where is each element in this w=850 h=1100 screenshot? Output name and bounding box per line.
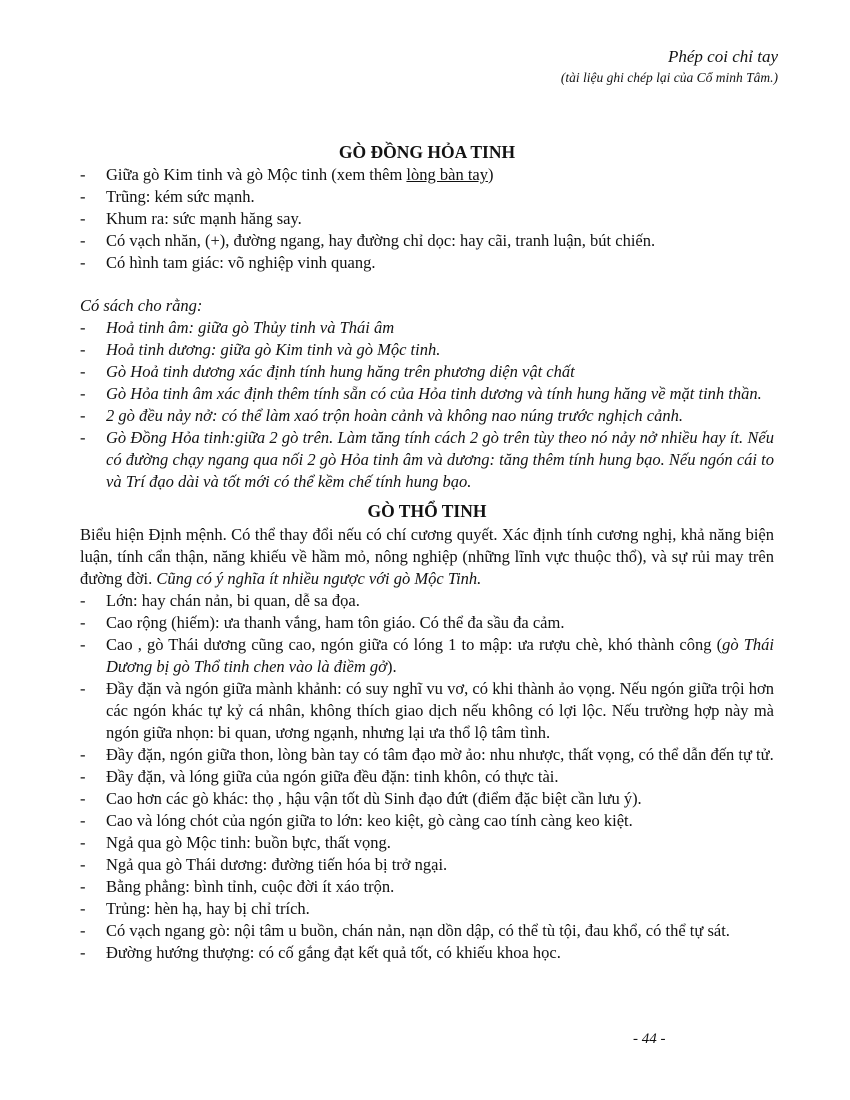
list-item-text: Ngả qua gò Thái dương: đường tiến hóa bị trở ngại. [106, 855, 448, 874]
bullet-dash: - [80, 877, 86, 896]
list-item-text: Giữa gò Kim tinh và gò Mộc tinh (xem thêm lòng bàn tay) [106, 165, 494, 184]
bullet-dash: - [80, 165, 86, 184]
list-item [80, 590, 774, 612]
list-item-text: Đầy đặn, và lóng giữa của ngón giữa đều đặn: tinh khôn, có thực tài. [106, 767, 559, 786]
bullet-dash: - [80, 899, 86, 918]
list-item [80, 898, 774, 920]
list-item-text: Cao rộng (hiếm): ưa thanh vắng, ham tôn giáo. Có thể đa sầu đa cảm. [106, 613, 565, 632]
list-item [80, 788, 774, 810]
list-item [80, 164, 774, 186]
bullet-dash: - [80, 591, 86, 610]
bullet-dash: - [80, 340, 86, 359]
document-body [80, 140, 774, 964]
books-intro: Có sách cho rằng: [80, 296, 203, 315]
books-section [80, 295, 774, 493]
bullet-dash: - [80, 921, 86, 940]
list-item-text: Đầy đặn và ngón giữa mành khảnh: có suy nghĩ vu vơ, có khi thành ảo vọng. Nếu ngón giữa trội hơn các ngón khác tự kỷ cá nhân, không thích giao dịch nếu không có lợi lộc. Nếu trường hợp này mà ngón giữa nhọn: bi quan, ương ngạnh, nhưng lại ưa thổ lộ tâm tình. [106, 679, 774, 742]
page-number: - 44 - [633, 1031, 666, 1047]
list-item-text: 2 gò đều nảy nở: có thể làm xaó trộn hoàn cảnh và không nao núng trước nghịch cảnh. [106, 406, 683, 425]
bullet-dash: - [80, 767, 86, 786]
list-item-text: Đầy đặn, ngón giữa thon, lòng bàn tay có tâm đạo mờ ảo: nhu nhược, thất vọng, có thể dẫn đến tự tử. [106, 745, 774, 764]
list-item-text: Cao hơn các gò khác: thọ , hậu vận tốt dù Sinh đạo đứt (điểm đặc biệt cần lưu ý). [106, 789, 642, 808]
list-item-text: Hoả tinh âm: giữa gò Thủy tinh và Thái âm [106, 318, 395, 337]
list-item [80, 810, 774, 832]
bullet-dash: - [80, 635, 86, 654]
bullet-dash: - [80, 318, 86, 337]
list-item [80, 942, 774, 964]
bullet-dash: - [80, 943, 86, 962]
bullet-dash: - [80, 362, 86, 381]
list-item [80, 678, 774, 744]
underlined-text: lòng bàn tay [406, 165, 488, 184]
list-item-text: Bằng phẳng: bình tỉnh, cuộc đời ít xáo trộn. [106, 877, 395, 896]
list-item [80, 612, 774, 634]
bullet-dash: - [80, 745, 86, 764]
list-item-text: Đường hướng thượng: có cố gắng đạt kết quả tốt, có khiếu khoa học. [106, 943, 561, 962]
list-item-text: Gò Hỏa tinh âm xác định thêm tính sẵn có của Hỏa tinh dương và tính hung hăng về mặt tinh thần. [106, 384, 762, 403]
list-item-text: Có hình tam giác: võ nghiệp vinh quang. [106, 253, 376, 272]
list-item [80, 876, 774, 898]
section-heading-saturn: GÒ THỔ TINH [367, 501, 487, 521]
section-heading-mars: GÒ ĐỒNG HỎA TINH [338, 142, 516, 162]
bullet-dash: - [80, 833, 86, 852]
bullet-dash: - [80, 384, 86, 403]
list-item [80, 383, 774, 405]
list-item [80, 186, 774, 208]
mars-list [80, 164, 774, 274]
books-list [80, 317, 774, 493]
bullet-dash: - [80, 187, 86, 206]
bullet-dash: - [80, 811, 86, 830]
document-title: Phép coi chỉ tay [668, 47, 778, 66]
page-header [561, 46, 778, 88]
list-item-text: Cao và lóng chót của ngón giữa to lớn: keo kiệt, gò càng cao tính càng keo kiệt. [106, 811, 633, 830]
bullet-dash: - [80, 428, 86, 447]
list-item [80, 854, 774, 876]
list-item [80, 317, 774, 339]
saturn-paragraph: Biểu hiện Định mệnh. Có thể thay đổi nếu có chí cương quyết. Xác định tính cương nghị, khả năng biện luận, tính cẩn thận, năng khiếu về hầm mỏ, nông nghiệp (những lĩnh vực thuộc thổ), và sự rủi may trên đường đời. Cũng có ý nghĩa ít nhiều ngược với gò Mộc Tinh. [80, 525, 774, 588]
bullet-dash: - [80, 231, 86, 250]
list-item-text: Trủng: hèn hạ, hay bị chỉ trích. [106, 899, 310, 918]
list-item [80, 252, 774, 274]
list-item-text: Ngả qua gò Mộc tinh: buồn bực, thất vọng. [106, 833, 391, 852]
list-item [80, 744, 774, 766]
list-item-text: Khum ra: sức mạnh hăng say. [106, 209, 302, 228]
list-item-text: Có vạch nhăn, (+), đường ngang, hay đường chỉ dọc: hay cãi, tranh luận, bút chiến. [106, 231, 656, 250]
list-item [80, 427, 774, 493]
bullet-dash: - [80, 406, 86, 425]
list-item-text: Hoả tinh dương: giữa gò Kim tinh và gò Mộc tinh. [106, 340, 441, 359]
document-subtitle: (tài liệu ghi chép lại của Cổ minh Tâm.) [560, 70, 778, 85]
bullet-dash: - [80, 855, 86, 874]
bullet-dash: - [80, 679, 86, 698]
saturn-list [80, 590, 774, 964]
list-item-text: Lớn: hay chán nản, bi quan, dễ sa đọa. [106, 591, 360, 610]
list-item-text: Có vạch ngang gò: nội tâm u buồn, chán nản, nạn dồn dập, có thể tù tội, đau khổ, có thể tự sát. [106, 921, 730, 940]
bullet-dash: - [80, 209, 86, 228]
list-item [80, 339, 774, 361]
bullet-dash: - [80, 253, 86, 272]
bullet-dash: - [80, 613, 86, 632]
list-item [80, 766, 774, 788]
list-item-text: Cao , gò Thái dương cũng cao, ngón giữa có lóng 1 to mập: ưa rượu chè, khó thành công (gò Thái Dương bị gò Thổ tinh chen vào là điềm gở). [106, 635, 775, 676]
list-item-text: Gò Đồng Hỏa tinh:giữa 2 gò trên. Làm tăng tính cách 2 gò trên tùy theo nó nảy nở nhiều hay ít. Nếu có đường chạy ngang qua nối 2 gò Hỏa tinh âm và dương: tăng thêm tính hung bạo. Nếu ngón cái to và Trí đạo dài và tốt mới có thể kềm chế tính hung bạo. [106, 428, 774, 491]
list-item [80, 361, 774, 383]
list-item [80, 208, 774, 230]
list-item-text: Gò Hoả tinh dương xác định tính hung hăng trên phương diện vật chất [106, 362, 575, 381]
list-item [80, 832, 774, 854]
list-item [80, 920, 774, 942]
bullet-dash: - [80, 789, 86, 808]
list-item [80, 634, 774, 678]
list-item [80, 405, 774, 427]
list-item-text: Trũng: kém sức mạnh. [106, 187, 255, 206]
list-item [80, 230, 774, 252]
